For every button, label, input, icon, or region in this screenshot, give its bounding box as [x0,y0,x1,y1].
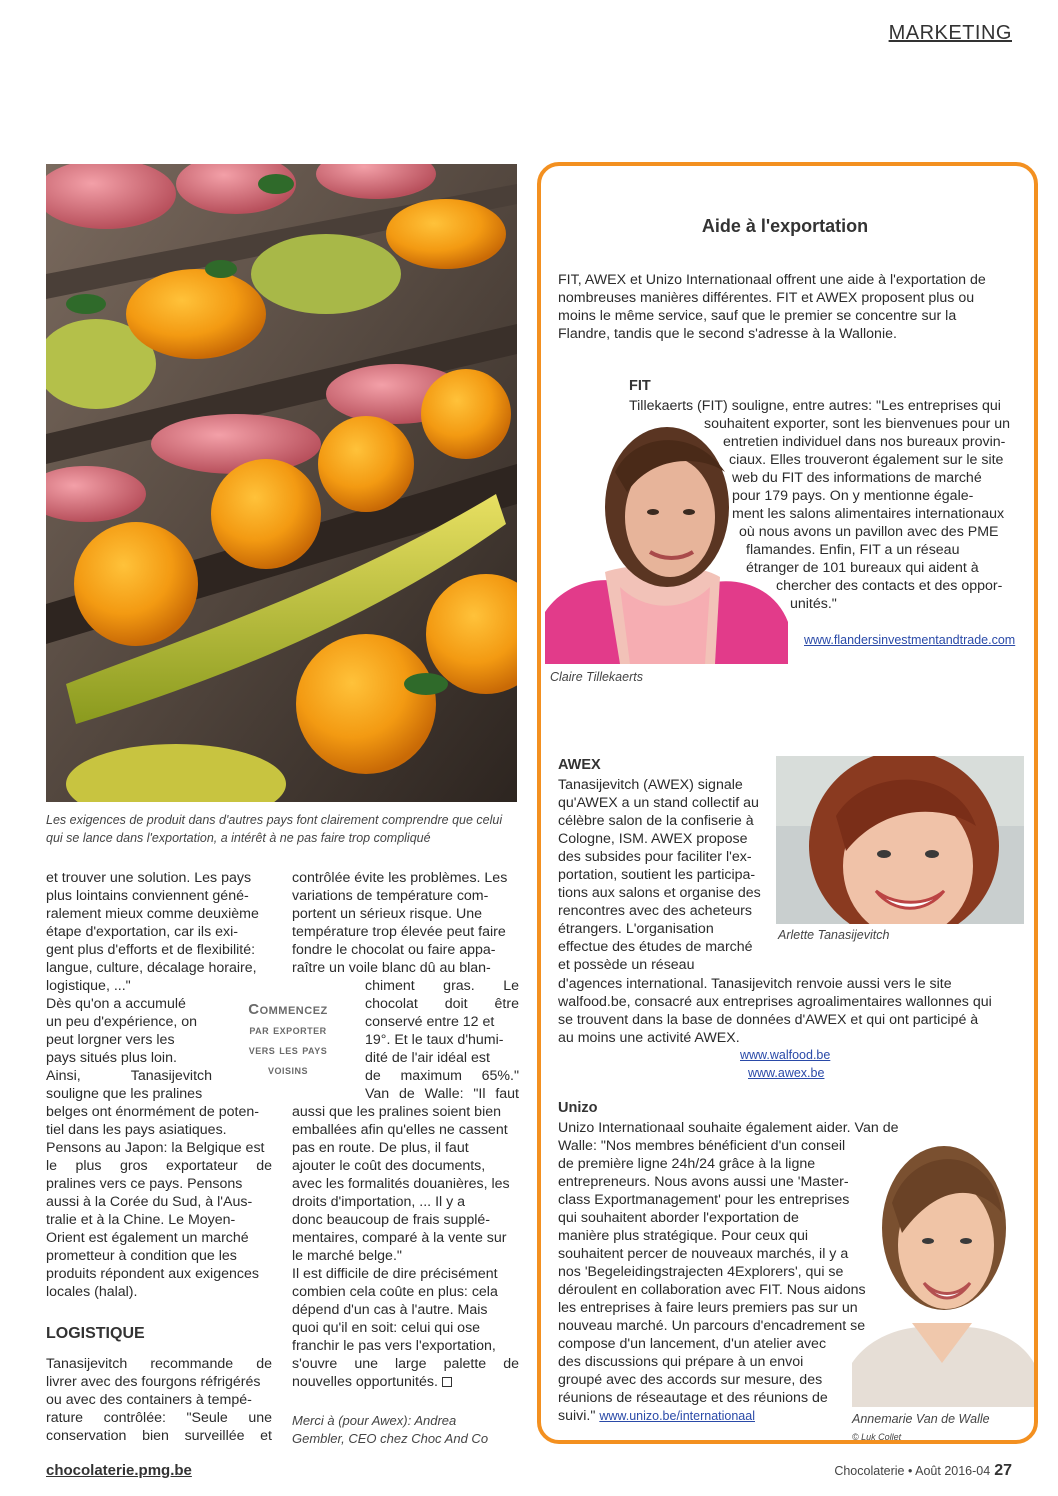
awex-photo-caption: Arlette Tanasijevitch [778,928,890,942]
fit-line: flamandes. Enfin, FIT a un réseau [746,542,960,558]
text-line: raître un voile blanc dû au blan- [292,960,491,976]
text-line: FIT, AWEX et Unizo Internationaal offrent une aide à l'exportation de [558,272,986,288]
text-line: pays situés plus loin. [46,1050,177,1066]
text-line: compose d'un lancement, d'un atelier avec [558,1336,827,1352]
text-line: et trouver une solution. Les pays [46,870,252,886]
text-line: dépend d'un cas à l'autre. Mais [292,1302,488,1318]
text-line: tions aux salons et organise des [558,885,761,901]
text-line: étrangers. L'organisation [558,921,714,937]
text-line: manière plus stratégique. Pour ceux qui [558,1228,808,1244]
text-line: peut lorgner vers les [46,1032,175,1048]
text-line: gent plus d'efforts et de flexibilité: [46,942,256,958]
article-col1 [46,869,272,1301]
text-line: dité de l'air idéal est [365,1050,490,1066]
text-line: de maximum 65%." [365,1068,519,1084]
pull-quote-line: par exporter [249,1023,327,1037]
pull-quote-line: vers les pays [248,1043,328,1057]
text-line: Orient est également un marché [46,1230,249,1246]
unizo-heading: Unizo [558,1100,598,1116]
text-line: entrepreneurs. Nous avons aussi une 'Master- [558,1174,849,1190]
fit-line: web du FIT des informations de marché [732,470,982,486]
fit-line: entretien individuel dans nos bureaux provin- [723,434,1006,450]
text-line: Dès qu'on a accumulé [46,996,186,1012]
text-line: ajouter le coût des documents, [292,1158,486,1174]
text-line: souhaitent percer de nouveaux marchés, il y a [558,1246,849,1262]
text-line: fondre le chocolat ou faire appa- [292,942,496,958]
text-line: tiel dans les pays asiatiques. [46,1122,227,1138]
fit-website-link[interactable]: www.flandersinvestmentandtrade.com [804,633,1016,647]
unizo-photo-caption: Annemarie Van de Walle [852,1412,990,1426]
text-line: donc beaucoup de frais supplé- [292,1212,490,1228]
fit-photo-caption: Claire Tillekaerts [550,670,643,684]
footer-website[interactable]: chocolaterie.pmg.be [46,1462,192,1479]
end-mark-icon [442,1377,452,1387]
article-col2-wrap [365,977,519,1103]
unizo-text [558,1119,898,1425]
article-credit [292,1412,519,1448]
text-line: ralement mieux comme deuxième [46,906,259,922]
marzipan-fruits-photo [46,164,517,802]
text-line: pralines vers ce pays. Pensons [46,1176,243,1192]
fit-line: souhaitent exporter, sont les bienvenues pour un [704,416,1011,432]
awex-text [558,776,774,974]
fit-line: étranger de 101 bureaux qui aident à [746,560,979,576]
text-line: se trouvent dans la base de données d'AWEX et qui ont participé à [558,1012,979,1028]
awex-heading: AWEX [558,757,601,773]
text-line: conservation bien surveillée et [46,1428,272,1444]
page-number: 27 [994,1462,1012,1479]
text-line: Ainsi, Tanasijevitch [46,1068,212,1084]
fit-line: Tillekaerts (FIT) souligne, entre autres: "Les entreprises qui [629,398,1001,414]
text-line: droits d'importation, ... Il y a [292,1194,466,1210]
article-col1-logistique [46,1355,272,1445]
box-intro [558,271,1028,343]
text-line: rencontres avec des acheteurs [558,903,753,919]
text-line: un peu d'expérience, on [46,1014,198,1030]
text-line: nouveau marché. Un parcours d'encadrement se [558,1318,866,1334]
text-line: suivi." [558,1408,596,1424]
pull-quote-line: voisins [267,1063,308,1077]
text-line: Pensons au Japon: la Belgique est [46,1140,265,1156]
footer-issue [834,1462,1012,1480]
text-line: le plus gros exportateur de [46,1158,272,1174]
text-line: mentaires, comparé à la vente sur [292,1230,507,1246]
text-line: température trop élevée peut faire [292,924,506,940]
section-label: MARKETING [888,22,1012,44]
fit-line: ment les salons alimentaires internationaux [732,506,1005,522]
awex-link[interactable]: www.awex.be [748,1066,825,1080]
text-line: nombreuses manières différentes. FIT et AWEX proposent plus ou [558,290,975,306]
text-line: Flandre, tandis que le second s'adresse à la Wallonie. [558,326,897,342]
text-line: les entreprises à faire leurs premiers pas sur un [558,1300,858,1316]
text-line: locales (halal). [46,1284,138,1300]
text-line: plus lointains conviennent géné- [46,888,249,904]
text-line: nouvelles opportunités. [292,1374,438,1390]
text-line: des subsides pour faciliter l'ex- [558,849,752,865]
text-line: effectue des études de marché [558,939,753,955]
fit-line: où nous avons un pavillon avec des PME [739,524,999,540]
text-line: d'agences international. Tanasijevitch renvoie aussi vers le site [558,976,952,992]
text-line: Cologne, ISM. AWEX propose [558,831,748,847]
walfood-link[interactable]: www.walfood.be [740,1048,831,1062]
fit-line: ciaux. Elles trouveront également sur le site [729,452,1004,468]
text-line: qu'AWEX a un stand collectif au [558,795,759,811]
text-line: 19°. Et le taux d'humi- [365,1032,504,1048]
text-line: Tanasijevitch (AWEX) signale [558,777,743,793]
text-line: le marché belge." [292,1248,402,1264]
text-line: variations de température com- [292,888,489,904]
text-line: Tanasijevitch recommande de [46,1356,272,1372]
box-title: Aide à l'exportation [701,216,869,236]
text-line: qui souhaitent aborder l'exportation de [558,1210,799,1226]
text-line: déroulent en collaboration avec FIT. Nous aidons [558,1282,866,1298]
photo-caption: Les exigences de produit dans d'autres pays font clairement comprendre que celui qui se lance dans l'exportation, a intérêt à ne pas faire trop compliqué [46,813,503,845]
text-line: réunions de réseautage et des réunions de [558,1390,828,1406]
article-col2-bottom [292,1103,519,1391]
text-line: étape d'exportation, car ils exi- [46,924,238,940]
text-line: quoi qu'il en soit: celui qui ose [292,1320,481,1336]
text-line: belges ont énormément de poten- [46,1104,259,1120]
text-line: pas en route. De plus, il faut [292,1140,469,1156]
text-line: groupé avec des accords sur mesure, des [558,1372,823,1388]
text-line: s'ouvre une large palette de [292,1356,519,1372]
text-line: franchir le pas vers l'exportation, [292,1338,496,1354]
text-line: de première ligne 24h/24 grâce à la ligne [558,1156,816,1172]
credit-line: Gembler, CEO chez Choc And Co [292,1431,489,1446]
text-line: aussi que les pralines soient bien [292,1104,502,1120]
credit-line: Merci à (pour Awex): Andrea [292,1413,457,1428]
issue-label: Chocolaterie • Août 2016-04 [834,1464,991,1478]
unizo-link[interactable]: www.unizo.be/internationaal [599,1409,755,1423]
text-line: et possède un réseau [558,957,695,973]
text-line: emballées afin qu'elles ne cassent [292,1122,508,1138]
text-line: walfood.be, consacré aux entreprises agroalimentaires wallonnes qui [558,994,992,1010]
text-line: langue, culture, décalage horaire, [46,960,257,976]
fit-line: pour 179 pays. On y mentionne égale- [732,488,974,504]
text-line: combien cela coûte en plus: cela [292,1284,498,1300]
article-col2-top [292,869,519,977]
pull-quote-line: Commencez [248,1001,328,1018]
text-line: contrôlée évite les problèmes. Les [292,870,508,886]
text-line: tralie et à la Chine. Le Moyen- [46,1212,236,1228]
text-line: conservé entre 12 et [365,1014,495,1030]
text-line: Van de Walle: "Il faut [365,1086,519,1102]
fit-heading: FIT [629,378,651,394]
text-line: nos 'Begeleidingstrajecten 4Explorers', qui se [558,1264,844,1280]
text-line: Walle: "Nos membres bénéficient d'un conseil [558,1138,846,1154]
text-line: avec les formalités douanières, les [292,1176,510,1192]
arlette-tanasijevitch-photo [776,756,1024,924]
text-line-last [558,1407,898,1425]
text-line: des discussions qui prépare à un envoi [558,1354,804,1370]
text-line: Unizo Internationaal souhaite également aider. Van de [558,1120,899,1136]
last-line [292,1373,519,1391]
text-line: portent un sérieux risque. Une [292,906,483,922]
text-line: au moins une activité AWEX. [558,1030,740,1046]
text-line: célèbre salon de la confiserie à [558,813,754,829]
text-line: livrer avec des fourgons réfrigérés [46,1374,261,1390]
text-line: portation, soutient les participa- [558,867,756,883]
text-line: chiment gras. Le [365,978,519,994]
text-line: class Exportmanagement' pour les entreprises [558,1192,850,1208]
text-line: rature contrôlée: "Seule une [46,1410,272,1426]
fit-line: chercher des contacts et des oppor- [776,578,1003,594]
awex-text-full [558,975,1028,1047]
pull-quote [236,1000,340,1080]
text-line: prometteur à condition que les [46,1248,237,1264]
text-line: chocolat doit être [365,996,519,1012]
text-line: logistique, ..." [46,978,131,994]
text-line: produits répondent aux exigences [46,1266,259,1282]
photo-credit: © Luk Collet [852,1432,902,1442]
text-line: moins le même service, sauf que le premier se concentre sur la [558,308,957,324]
text-line: souligne que les pralines [46,1086,203,1102]
text-line: aussi à la Corée du Sud, à l'Aus- [46,1194,253,1210]
fit-line: unités." [790,596,837,612]
subheading-logistique: LOGISTIQUE [46,1325,145,1342]
text-line: ou avec des containers à tempé- [46,1392,252,1408]
text-line: Il est difficile de dire précisément [292,1266,498,1282]
